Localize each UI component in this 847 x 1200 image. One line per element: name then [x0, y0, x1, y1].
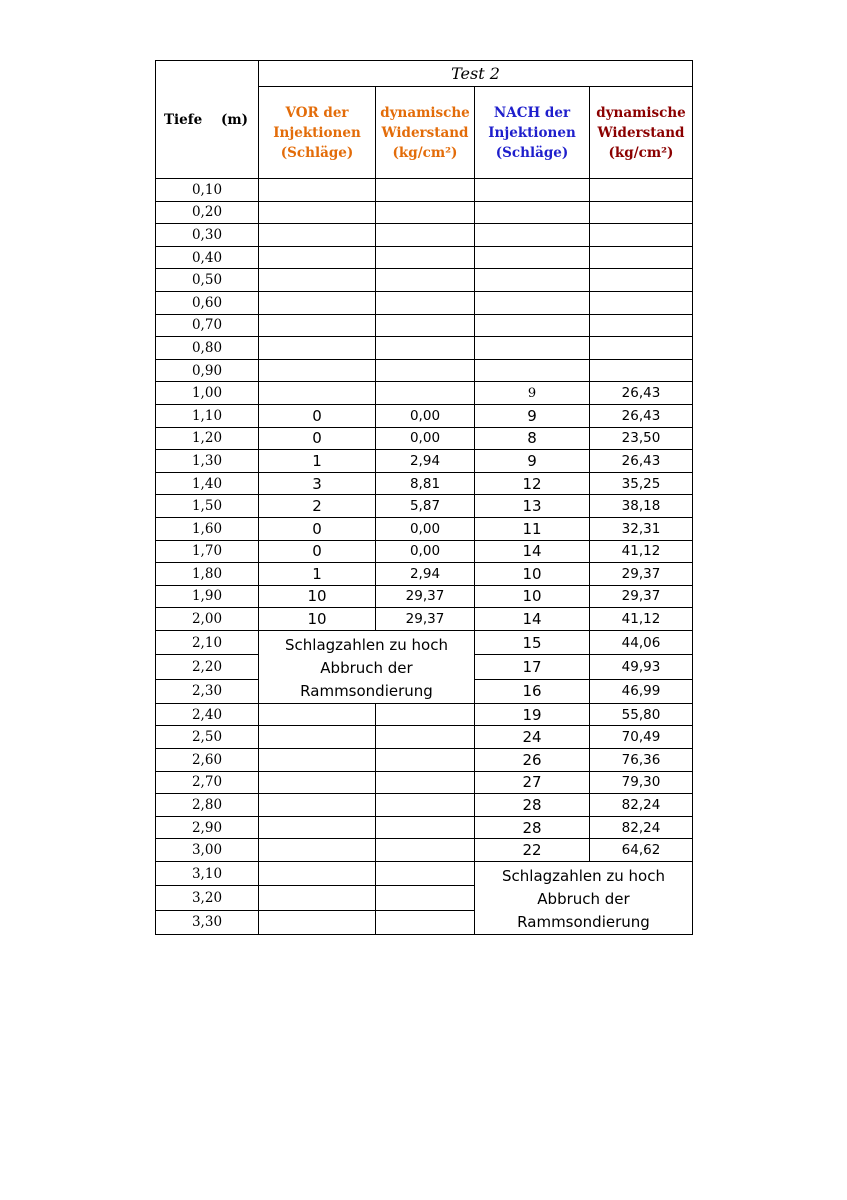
nach-resistance-cell [590, 291, 693, 314]
vor-blows-cell: 1 [259, 450, 376, 473]
note-line: Rammsondierung [300, 681, 433, 700]
nach-blows-cell: 16 [475, 679, 590, 703]
nach-resistance-cell: 35,25 [590, 472, 693, 495]
vor-resistance-cell [376, 749, 475, 772]
table-row [156, 517, 693, 540]
table-row [156, 816, 693, 839]
note-line: Abbruch der [320, 658, 413, 677]
vor-resistance-cell: 29,37 [376, 585, 475, 608]
depth-label: Tiefe [164, 111, 203, 128]
table-row [156, 337, 693, 360]
header-nach-blows [475, 87, 590, 179]
nach-blows-cell [475, 337, 590, 360]
nach-blows-cell: 9 [475, 382, 590, 405]
nach-blows-cell: 11 [475, 517, 590, 540]
vor-resistance-cell [376, 382, 475, 405]
vor-resistance-cell: 0,00 [376, 540, 475, 563]
table-row [156, 224, 693, 247]
depth-cell: 1,80 [156, 563, 259, 586]
vor-resistance-cell [376, 201, 475, 224]
nach-resistance-cell [590, 337, 693, 360]
test-title: Test 2 [259, 61, 693, 87]
nach-resistance-cell: 26,43 [590, 404, 693, 427]
vor-blows-cell [259, 862, 376, 886]
nach-resistance-cell: 23,50 [590, 427, 693, 450]
nach-resistance-cell: 29,37 [590, 563, 693, 586]
header-line: dynamische [596, 104, 686, 121]
header-line: Widerstand [597, 124, 685, 141]
vor-blows-cell: 0 [259, 427, 376, 450]
table-row [156, 794, 693, 817]
header-line: dynamische [380, 104, 470, 121]
vor-blows-cell [259, 291, 376, 314]
table-row [156, 630, 693, 654]
nach-resistance-cell: 76,36 [590, 749, 693, 772]
vor-blows-cell [259, 794, 376, 817]
vor-resistance-cell [376, 337, 475, 360]
depth-cell: 0,90 [156, 359, 259, 382]
vor-blows-cell [259, 314, 376, 337]
vor-resistance-cell: 2,94 [376, 450, 475, 473]
table-row [156, 563, 693, 586]
vor-resistance-cell [376, 839, 475, 862]
depth-unit: (m) [220, 111, 248, 128]
depth-cell: 1,20 [156, 427, 259, 450]
depth-cell: 0,70 [156, 314, 259, 337]
note-line: Rammsondierung [517, 913, 650, 932]
table-body [156, 179, 693, 935]
vor-blows-cell: 2 [259, 495, 376, 518]
nach-resistance-cell: 79,30 [590, 771, 693, 794]
nach-blows-cell [475, 246, 590, 269]
depth-cell: 2,60 [156, 749, 259, 772]
depth-cell: 2,70 [156, 771, 259, 794]
vor-blows-cell [259, 703, 376, 726]
table-row [156, 450, 693, 473]
table-row [156, 404, 693, 427]
vor-resistance-cell: 0,00 [376, 427, 475, 450]
nach-resistance-cell: 32,31 [590, 517, 693, 540]
table-row [156, 608, 693, 631]
vor-blows-cell [259, 839, 376, 862]
nach-resistance-cell: 26,43 [590, 382, 693, 405]
nach-blows-cell: 26 [475, 749, 590, 772]
table-row [156, 862, 693, 886]
nach-blows-cell: 10 [475, 563, 590, 586]
nach-blows-cell [475, 359, 590, 382]
vor-resistance-cell: 0,00 [376, 517, 475, 540]
vor-blows-cell [259, 246, 376, 269]
vor-blows-cell [259, 910, 376, 934]
nach-resistance-cell: 26,43 [590, 450, 693, 473]
nach-resistance-cell [590, 179, 693, 202]
vor-resistance-cell [376, 269, 475, 292]
nach-resistance-cell: 41,12 [590, 540, 693, 563]
table-row [156, 382, 693, 405]
nach-blows-cell: 9 [475, 404, 590, 427]
vor-resistance-cell: 5,87 [376, 495, 475, 518]
nach-resistance-cell: 55,80 [590, 703, 693, 726]
table-row [156, 359, 693, 382]
nach-blows-cell: 12 [475, 472, 590, 495]
vor-blows-cell [259, 359, 376, 382]
depth-cell: 1,90 [156, 585, 259, 608]
vor-resistance-cell [376, 179, 475, 202]
table-row [156, 703, 693, 726]
table-row [156, 246, 693, 269]
depth-cell: 1,70 [156, 540, 259, 563]
nach-resistance-cell [590, 246, 693, 269]
nach-resistance-cell [590, 224, 693, 247]
vor-blows-cell [259, 179, 376, 202]
nach-abort-note [475, 862, 693, 935]
vor-resistance-cell [376, 886, 475, 910]
vor-resistance-cell: 8,81 [376, 472, 475, 495]
header-line: (Schläge) [280, 144, 354, 161]
nach-resistance-cell: 41,12 [590, 608, 693, 631]
vor-blows-cell [259, 201, 376, 224]
nach-resistance-cell: 44,06 [590, 630, 693, 654]
vor-resistance-cell [376, 703, 475, 726]
depth-cell: 1,50 [156, 495, 259, 518]
depth-cell: 1,30 [156, 450, 259, 473]
nach-resistance-cell: 82,24 [590, 794, 693, 817]
vor-resistance-cell [376, 726, 475, 749]
nach-resistance-cell [590, 201, 693, 224]
nach-blows-cell: 8 [475, 427, 590, 450]
nach-resistance-cell [590, 314, 693, 337]
vor-resistance-cell: 0,00 [376, 404, 475, 427]
header-vor-blows [259, 87, 376, 179]
nach-blows-cell: 24 [475, 726, 590, 749]
nach-blows-cell [475, 201, 590, 224]
vor-blows-cell: 10 [259, 608, 376, 631]
table-row [156, 201, 693, 224]
nach-blows-cell [475, 179, 590, 202]
header-nach-resistance [590, 87, 693, 179]
penetration-test-table [155, 60, 693, 935]
nach-blows-cell: 14 [475, 608, 590, 631]
note-line: Abbruch der [537, 890, 630, 909]
note-line: Schlagzahlen zu hoch [285, 635, 448, 654]
depth-cell: 3,30 [156, 910, 259, 934]
nach-blows-cell: 19 [475, 703, 590, 726]
vor-blows-cell: 0 [259, 404, 376, 427]
header-line: Widerstand [381, 124, 469, 141]
depth-header-cell [156, 61, 259, 179]
vor-resistance-cell [376, 794, 475, 817]
depth-cell: 2,50 [156, 726, 259, 749]
vor-resistance-cell [376, 771, 475, 794]
table-row [156, 269, 693, 292]
nach-resistance-cell [590, 359, 693, 382]
vor-blows-cell: 0 [259, 540, 376, 563]
depth-cell: 2,00 [156, 608, 259, 631]
nach-resistance-cell [590, 269, 693, 292]
nach-resistance-cell: 38,18 [590, 495, 693, 518]
depth-cell: 0,40 [156, 246, 259, 269]
table-row [156, 179, 693, 202]
vor-blows-cell: 0 [259, 517, 376, 540]
depth-cell: 3,20 [156, 886, 259, 910]
header-vor-resistance [376, 87, 475, 179]
depth-cell: 1,60 [156, 517, 259, 540]
depth-cell: 0,80 [156, 337, 259, 360]
table-row [156, 726, 693, 749]
table-row [156, 771, 693, 794]
depth-cell: 1,40 [156, 472, 259, 495]
depth-cell: 3,10 [156, 862, 259, 886]
table-row [156, 839, 693, 862]
header-line: (kg/cm²) [392, 144, 458, 161]
nach-blows-cell: 22 [475, 839, 590, 862]
vor-resistance-cell [376, 359, 475, 382]
nach-resistance-cell: 70,49 [590, 726, 693, 749]
vor-resistance-cell [376, 224, 475, 247]
table-row [156, 540, 693, 563]
nach-blows-cell: 13 [475, 495, 590, 518]
depth-cell: 0,60 [156, 291, 259, 314]
vor-blows-cell: 3 [259, 472, 376, 495]
vor-blows-cell [259, 337, 376, 360]
nach-resistance-cell: 82,24 [590, 816, 693, 839]
nach-blows-cell: 9 [475, 450, 590, 473]
vor-resistance-cell [376, 816, 475, 839]
nach-blows-cell: 27 [475, 771, 590, 794]
nach-blows-cell: 28 [475, 794, 590, 817]
depth-cell: 1,00 [156, 382, 259, 405]
nach-resistance-cell: 49,93 [590, 655, 693, 679]
vor-resistance-cell: 29,37 [376, 608, 475, 631]
vor-blows-cell [259, 771, 376, 794]
header-line: (Schläge) [495, 144, 569, 161]
vor-blows-cell: 10 [259, 585, 376, 608]
header-line: (kg/cm²) [608, 144, 674, 161]
vor-resistance-cell: 2,94 [376, 563, 475, 586]
table-row [156, 495, 693, 518]
table-row [156, 314, 693, 337]
table-row [156, 291, 693, 314]
depth-cell: 1,10 [156, 404, 259, 427]
note-line: Schlagzahlen zu hoch [502, 867, 665, 886]
depth-cell: 0,20 [156, 201, 259, 224]
header-line: NACH der [493, 104, 571, 121]
table-row [156, 472, 693, 495]
table-row [156, 585, 693, 608]
nach-blows-cell [475, 269, 590, 292]
vor-blows-cell [259, 726, 376, 749]
vor-resistance-cell [376, 246, 475, 269]
nach-blows-cell [475, 224, 590, 247]
depth-cell: 2,30 [156, 679, 259, 703]
nach-blows-cell: 28 [475, 816, 590, 839]
header-line: Injektionen [273, 124, 361, 141]
nach-resistance-cell: 64,62 [590, 839, 693, 862]
depth-cell: 2,40 [156, 703, 259, 726]
vor-blows-cell: 1 [259, 563, 376, 586]
vor-blows-cell [259, 382, 376, 405]
depth-cell: 2,10 [156, 630, 259, 654]
vor-resistance-cell [376, 862, 475, 886]
nach-blows-cell [475, 291, 590, 314]
depth-cell: 3,00 [156, 839, 259, 862]
depth-cell: 0,50 [156, 269, 259, 292]
depth-cell: 0,10 [156, 179, 259, 202]
nach-resistance-cell: 29,37 [590, 585, 693, 608]
vor-resistance-cell [376, 291, 475, 314]
table-row [156, 749, 693, 772]
depth-cell: 0,30 [156, 224, 259, 247]
depth-cell: 2,80 [156, 794, 259, 817]
vor-resistance-cell [376, 910, 475, 934]
nach-blows-cell: 17 [475, 655, 590, 679]
nach-blows-cell: 14 [475, 540, 590, 563]
vor-blows-cell [259, 269, 376, 292]
depth-cell: 2,20 [156, 655, 259, 679]
vor-resistance-cell [376, 314, 475, 337]
nach-blows-cell: 10 [475, 585, 590, 608]
nach-blows-cell: 15 [475, 630, 590, 654]
vor-blows-cell [259, 816, 376, 839]
vor-blows-cell [259, 749, 376, 772]
header-line: Injektionen [488, 124, 576, 141]
vor-abort-note [259, 630, 475, 703]
nach-blows-cell [475, 314, 590, 337]
table-row [156, 427, 693, 450]
header-line: VOR der [285, 104, 349, 121]
vor-blows-cell [259, 224, 376, 247]
nach-resistance-cell: 46,99 [590, 679, 693, 703]
depth-cell: 2,90 [156, 816, 259, 839]
title-row [156, 61, 693, 87]
vor-blows-cell [259, 886, 376, 910]
